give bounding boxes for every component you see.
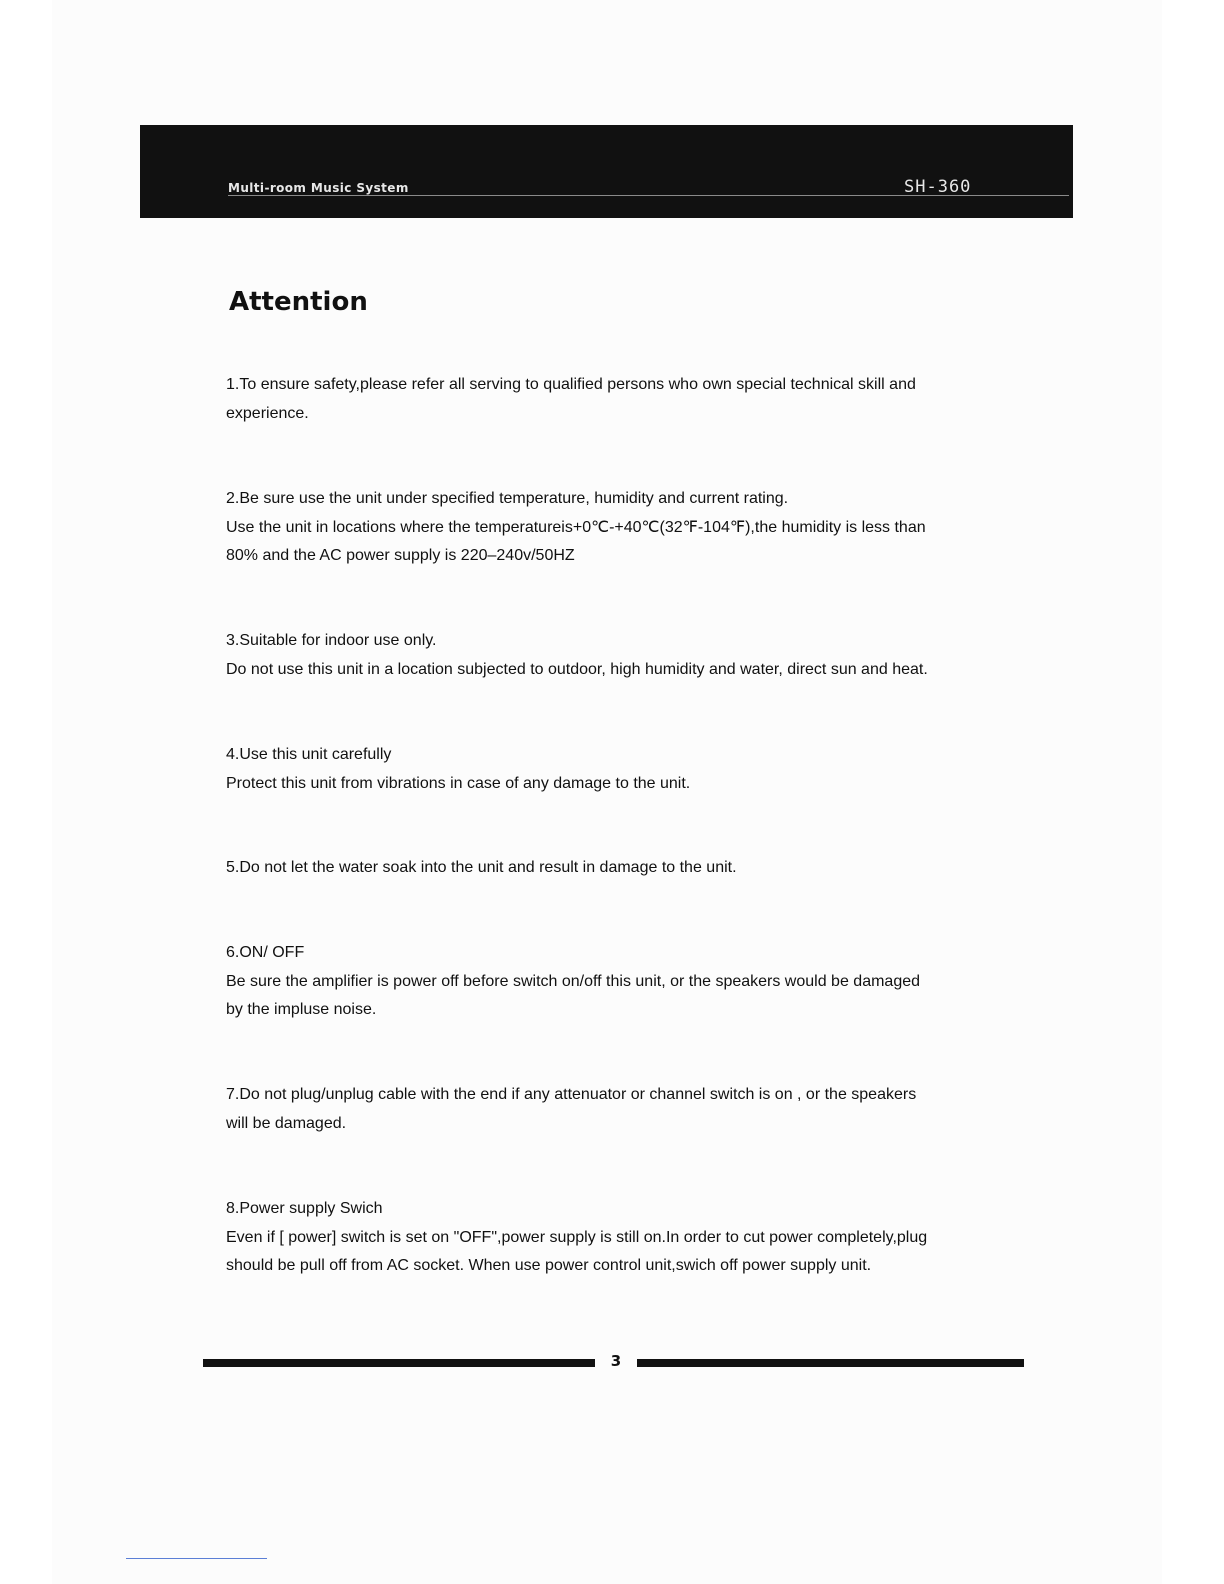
attention-item-8 [226, 1195, 1016, 1281]
corner-rule [126, 1558, 267, 1559]
footer-bar-right [637, 1359, 1024, 1367]
item-line: Even if [ power] switch is set on "OFF",power supply is still on.In order to cut power completely,plug [226, 1228, 928, 1246]
header-band [140, 125, 1073, 218]
attention-item-3 [226, 627, 1016, 684]
attention-item-4 [226, 741, 1016, 798]
item-line: should be pull off from AC socket. When use power control unit,swich off power supply unit. [226, 1257, 872, 1274]
item-line: 3.Suitable for indoor use only. [226, 632, 437, 649]
item-line: experience. [226, 404, 309, 422]
attention-item-6 [226, 939, 1016, 1025]
item-line: Do not use this unit in a location subjected to outdoor, high humidity and water, direct sun and heat. [226, 660, 928, 678]
attention-item-1 [226, 371, 1016, 428]
attention-item-5 [226, 854, 1016, 883]
item-line: Be sure the amplifier is power off before switch on/off this unit, or the speakers would be damaged [226, 972, 921, 990]
page-title: Attention [229, 287, 368, 317]
header-product-line: Multi-room Music System [228, 181, 409, 195]
item-line: 2.Be sure use the unit under specified temperature, humidity and current rating. [226, 490, 789, 507]
item-line: 6.ON/ OFF [226, 944, 305, 961]
item-line: 7.Do not plug/unplug cable with the end if any attenuator or channel switch is on , or the speakers [226, 1086, 917, 1103]
item-line: 5.Do not let the water soak into the unit and result in damage to the unit. [226, 859, 737, 876]
page-number: 3 [610, 1352, 622, 1370]
item-line: Protect this unit from vibrations in case of any damage to the unit. [226, 774, 691, 792]
item-line: 1.To ensure safety,please refer all serving to qualified persons who own special technical skill and [226, 376, 916, 393]
footer-bar-left [203, 1359, 595, 1367]
item-line: will be damaged. [226, 1114, 347, 1132]
item-line: 8.Power supply Swich [226, 1200, 383, 1217]
item-line: Use the unit in locations where the temperatureis+0℃-+40℃(32℉-104℉),the humidity is less than [226, 518, 926, 536]
item-line: 4.Use this unit carefully [226, 746, 392, 763]
attention-item-7 [226, 1081, 1016, 1138]
item-line: 80% and the AC power supply is 220–240v/50HZ [226, 547, 575, 564]
item-line: by the impluse noise. [226, 1001, 377, 1018]
attention-item-2 [226, 485, 1016, 571]
header-model: SH-360 [904, 177, 972, 197]
